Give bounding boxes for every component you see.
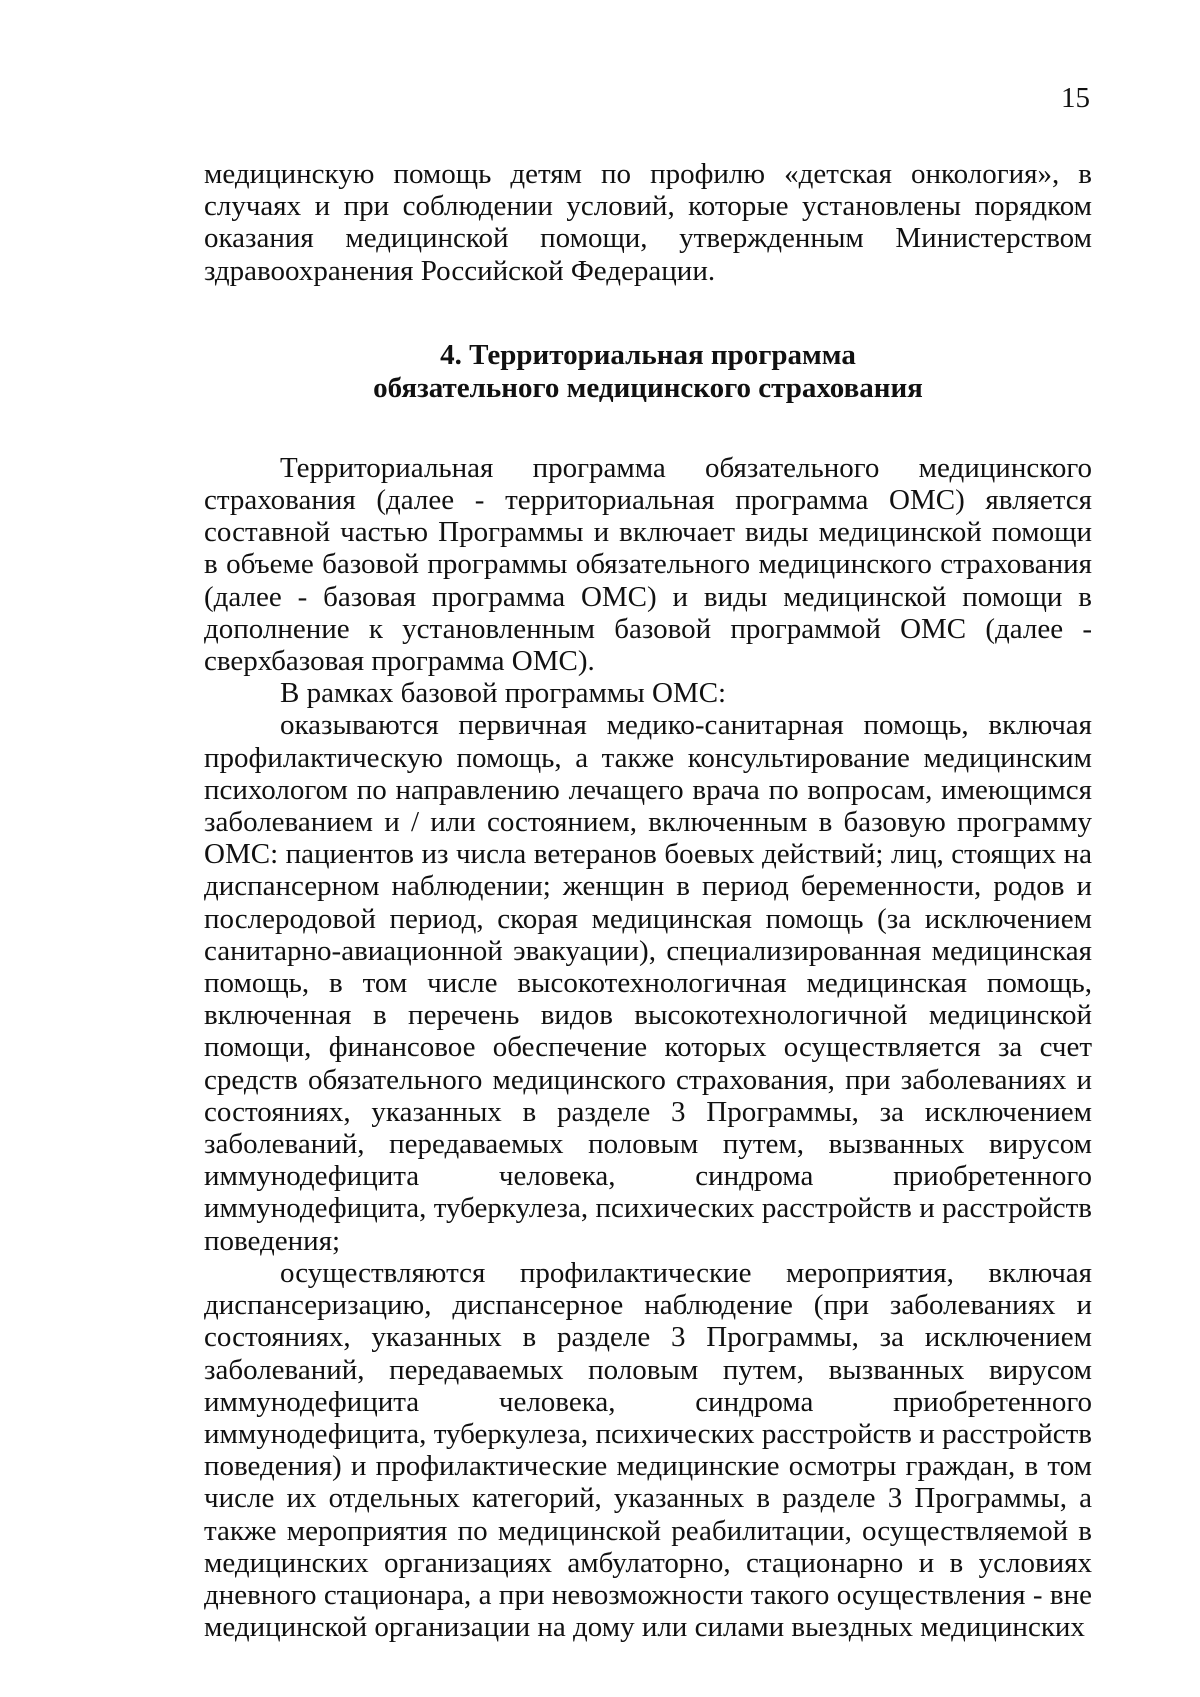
section-heading-line-2: обязательного медицинского страхования (373, 371, 923, 404)
page-number: 15 (1061, 82, 1090, 114)
section-heading-line-1: 4. Территориальная программа (440, 338, 856, 371)
document-body (204, 158, 1092, 1643)
paragraph-provided-care: оказываются первичная медико-санитарная помощь, включая профилактическую помощь, а также консультирование медицинским психологом по направлению лечащего врача по вопросам, имеющимся заболеванием и / или состоянием, включенным в базовую программу ОМС: пациентов из числа ветеранов боевых действий; лиц, стоящих на диспансерном наблюдении; женщин в период беременности, родов и послеродовой период, скорая медицинская помощь (за исключением санитарно-авиационной эвакуации), специализированная медицинская помощь, в том числе высокотехнологичная медицинская помощь, включенная в перечень видов высокотехнологичной медицинской помощи, финансовое обеспечение которых осуществляется за счет средств обязательного медицинского страхования, при заболеваниях и состояниях, указанных в разделе 3 Программы, за исключением заболеваний, передаваемых половым путем, вызванных вирусом иммунодефицита человека, синдрома приобретенного иммунодефицита, туберкулеза, психических расстройств и расстройств поведения; (204, 709, 1092, 1257)
paragraph-base-program-intro: В рамках базовой программы ОМС: (280, 677, 727, 710)
continuation-paragraph: медицинскую помощь детям по профилю «детская онкология», в случаях и при соблюдении условий, которые установлены порядком оказания медицинской помощи, утвержденным Министерством здравоохранения Российской Федерации. (204, 158, 1092, 287)
paragraph-preventive-measures: осуществляются профилактические мероприятия, включая диспансеризацию, диспансерное наблюдение (при заболеваниях и состояниях, указанных в разделе 3 Программы, за исключением заболеваний, передаваемых половым путем, вызванных вирусом иммунодефицита человека, синдрома приобретенного иммунодефицита, туберкулеза, психических расстройств и расстройств поведения) и профилактические медицинские осмотры граждан, в том числе их отдельных категорий, указанных в разделе 3 Программы, а также мероприятия по медицинской реабилитации, осуществляемой в медицинских организациях амбулаторно, стационарно и в условиях дневного стационара, а при невозможности такого осуществления - вне медицинской организации на дому или силами выездных медицинских (204, 1256, 1092, 1644)
section-heading (204, 287, 1092, 452)
paragraph-program-definition: Территориальная программа обязательного медицинского страхования (далее - территориальная программа ОМС) является составной частью Программы и включает виды медицинской помощи в объеме базовой программы обязательного медицинского страхования (далее - базовая программа ОМС) и виды медицинской помощи в дополнение к установленным базовой программой ОМС (далее - сверхбазовая программа ОМС). (204, 451, 1092, 678)
